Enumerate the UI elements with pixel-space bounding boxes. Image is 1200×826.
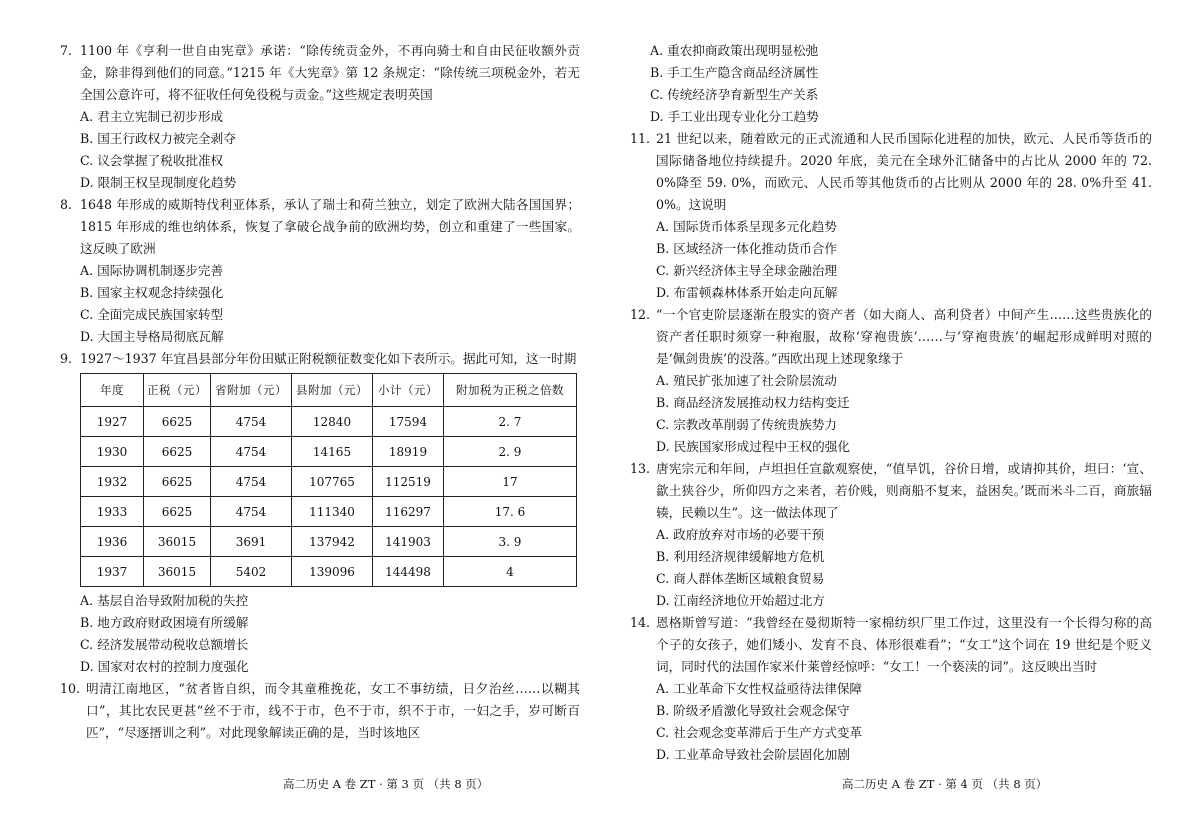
table-row (81, 557, 577, 587)
question-number: 10. (60, 681, 81, 696)
question-number: 13. (630, 461, 651, 476)
table-cell: 1937 (81, 557, 144, 587)
option-b: B. 地方政府财政困境有所缓解 (80, 615, 249, 630)
table-cell: 5402 (211, 557, 292, 587)
option-c: C. 全面完成民族国家转型 (80, 307, 224, 322)
question-12 (630, 304, 1152, 458)
left-column (60, 40, 580, 744)
option-c: C. 宗教改革削弱了传统贵族势力 (656, 417, 837, 432)
table-cell: 4754 (211, 437, 292, 467)
option-a: A. 重农抑商政策出现明显松弛 (650, 43, 819, 58)
option-b: B. 阶级矛盾激化导致社会观念保守 (656, 703, 850, 718)
question-13 (630, 458, 1152, 612)
table-header: 小计（元） (373, 374, 444, 407)
table-cell: 1930 (81, 437, 144, 467)
table-cell: 17 (444, 467, 577, 497)
option-b: B. 利用经济规律缓解地方危机 (656, 549, 825, 564)
option-a: A. 基层自治导致附加税的失控 (80, 593, 249, 608)
table-header: 县附加（元） (292, 374, 373, 407)
question-stem: 1648 年形成的威斯特伐利亚体系，承认了瑞士和荷兰独立，划定了欧洲大陆各国国界；1815 年形成的维也纳体系，恢复了拿破仑战争前的欧洲均势，创立和重建了一些国家。这反映了欧洲 (80, 197, 580, 256)
table-cell: 6625 (144, 407, 211, 437)
table-row (81, 497, 577, 527)
table-row (81, 407, 577, 437)
table-header: 附加税为正税之倍数 (444, 374, 577, 407)
table-row (81, 437, 577, 467)
table-cell: 111340 (292, 497, 373, 527)
question-stem: 1927～1937 年宜昌县部分年份田赋正附税额征数变化如下表所示。据此可知，这一时期 (80, 351, 577, 366)
table-cell: 1927 (81, 407, 144, 437)
question-stem: 唐宪宗元和年间，卢坦担任宣歙观察使，“值旱饥，谷价日增，或请抑其价，坦曰：‘宣、歙土狭谷少，所仰四方之来者，若价贱，则商船不复来，益困矣。’既而米斗二百，商旅辐辏，民赖以生”。这一做法体现了 (656, 461, 1152, 520)
option-c: C. 议会掌握了税收批准权 (80, 153, 224, 168)
option-d: D. 民族国家形成过程中王权的强化 (656, 439, 850, 454)
question-stem: “一个官吏阶层逐渐在殷实的资产者（如大商人、高利贷者）中间产生……这些贵族化的资产者任职时须穿一种袍服，故称‘穿袍贵族’……与‘穿袍贵族’的崛起形成鲜明对照的是‘佩剑贵族’的没落。”西欧出现上述现象缘于 (656, 307, 1152, 366)
table-cell: 17. 6 (444, 497, 577, 527)
right-column (630, 40, 1152, 766)
table-row (81, 467, 577, 497)
option-b: B. 区域经济一体化推动货币合作 (656, 241, 837, 256)
table-cell: 107765 (292, 467, 373, 497)
table-cell: 18919 (373, 437, 444, 467)
option-b: B. 国王行政权力被完全剥夺 (80, 131, 236, 146)
question-number: 12. (630, 307, 651, 322)
option-c: C. 经济发展带动税收总额增长 (80, 637, 249, 652)
question-10-options (630, 40, 1152, 128)
page-footer-left: 高二历史 A 卷 ZT · 第 3 页 （共 8 页） (283, 777, 489, 791)
table-cell: 4754 (211, 467, 292, 497)
table-cell: 112519 (373, 467, 444, 497)
table-cell: 141903 (373, 527, 444, 557)
option-a: A. 殖民扩张加速了社会阶层流动 (656, 373, 837, 388)
table-cell: 4754 (211, 497, 292, 527)
option-c: C. 商人群体垄断区域粮食贸易 (656, 571, 825, 586)
question-number: 9. (60, 351, 73, 366)
question-14 (630, 612, 1152, 766)
table-cell: 3. 9 (444, 527, 577, 557)
option-d: D. 国家对农村的控制力度强化 (80, 659, 249, 674)
option-c: C. 新兴经济体主导全球金融治理 (656, 263, 837, 278)
table-cell: 17594 (373, 407, 444, 437)
table-cell: 4 (444, 557, 577, 587)
option-c: C. 传统经济孕育新型生产关系 (650, 87, 819, 102)
question-number: 7. (60, 43, 73, 58)
table-cell: 1933 (81, 497, 144, 527)
table-cell: 12840 (292, 407, 373, 437)
table-cell: 144498 (373, 557, 444, 587)
table-cell: 6625 (144, 497, 211, 527)
option-b: B. 国家主权观念持续强化 (80, 285, 224, 300)
option-d: D. 工业革命导致社会阶层固化加剧 (656, 747, 850, 762)
table-header: 正税（元） (144, 374, 211, 407)
question-number: 11. (630, 131, 651, 146)
table-cell: 1932 (81, 467, 144, 497)
question-9 (60, 348, 580, 678)
table-cell: 14165 (292, 437, 373, 467)
option-a: A. 君主立宪制已初步形成 (80, 109, 224, 124)
question-stem: 21 世纪以来，随着欧元的正式流通和人民币国际化进程的加快，欧元、人民币等货币的国际储备地位持续提升。2020 年底，美元在全球外汇储备中的占比从 2000 年的 72. 0%降至 59. 0%，而欧元、人民币等其他货币的占比则从 2000 年的 28. 0%升至 41. 0%。这说明 (656, 131, 1152, 212)
table-cell: 2. 7 (444, 407, 577, 437)
table-cell: 137942 (292, 527, 373, 557)
table-header-row (81, 374, 577, 407)
table-cell: 3691 (211, 527, 292, 557)
option-a: A. 国际协调机制逐步完善 (80, 263, 224, 278)
option-d: D. 限制王权呈现制度化趋势 (80, 175, 237, 190)
table-cell: 6625 (144, 437, 211, 467)
question-11 (630, 128, 1152, 304)
table-cell: 36015 (144, 527, 211, 557)
option-d: D. 江南经济地位开始超过北方 (656, 593, 825, 608)
option-b: B. 商品经济发展推动权力结构变迁 (656, 395, 850, 410)
question-stem: 1100 年《亨利一世自由宪章》承诺：“除传统贡金外，不再向骑士和自由民征收额外贡金，除非得到他们的同意。”1215 年《大宪章》第 12 条规定：“除传统三项税金外，若无全国公意许可，将不征收任何免役税与贡金。”这些规定表明英国 (80, 43, 580, 102)
question-stem: 恩格斯曾写道：“我曾经在曼彻斯特一家棉纺织厂里工作过，这里没有一个长得匀称的高个子的女孩子，她们矮小、发育不良、体形很难看”；“女工”这个词在 19 世纪是个贬义词，同时代的法国作家米什莱曾经惊呼：“女工！一个亵渎的词”。这反映出当时 (656, 615, 1152, 674)
option-d: D. 大国主导格局彻底瓦解 (80, 329, 224, 344)
option-a: A. 工业革命下女性权益亟待法律保障 (656, 681, 863, 696)
question-10 (60, 678, 580, 744)
question-8 (60, 194, 580, 348)
option-b: B. 手工生产隐含商品经济属性 (650, 65, 819, 80)
option-a: A. 国际货币体系呈现多元化趋势 (656, 219, 837, 234)
option-d: D. 布雷顿森林体系开始走向瓦解 (656, 285, 838, 300)
question-7 (60, 40, 580, 194)
table-cell: 116297 (373, 497, 444, 527)
table-cell: 2. 9 (444, 437, 577, 467)
table-cell: 139096 (292, 557, 373, 587)
table-cell: 6625 (144, 467, 211, 497)
table-row (81, 527, 577, 557)
question-number: 14. (630, 615, 651, 630)
table-header: 年度 (81, 374, 144, 407)
table-cell: 1936 (81, 527, 144, 557)
tax-table (80, 373, 577, 587)
table-cell: 4754 (211, 407, 292, 437)
option-d: D. 手工业出现专业化分工趋势 (650, 109, 819, 124)
option-c: C. 社会观念变革滞后于生产方式变革 (656, 725, 863, 740)
table-cell: 36015 (144, 557, 211, 587)
question-number: 8. (60, 197, 73, 212)
option-a: A. 政府放弃对市场的必要干预 (656, 527, 825, 542)
table-header: 省附加（元） (211, 374, 292, 407)
question-stem: 明清江南地区，“贫者皆自织，而令其童稚挽花，女工不事纺绩，日夕治丝……以糊其口”，其比农民更甚“丝不于市，线不于市，色不于市，织不于市，一妇之手，岁可断百匹”，“尽逐搢训之利”。对此现象解读正确的是，当时该地区 (86, 681, 580, 740)
page-footer-right: 高二历史 A 卷 ZT · 第 4 页 （共 8 页） (842, 777, 1048, 791)
